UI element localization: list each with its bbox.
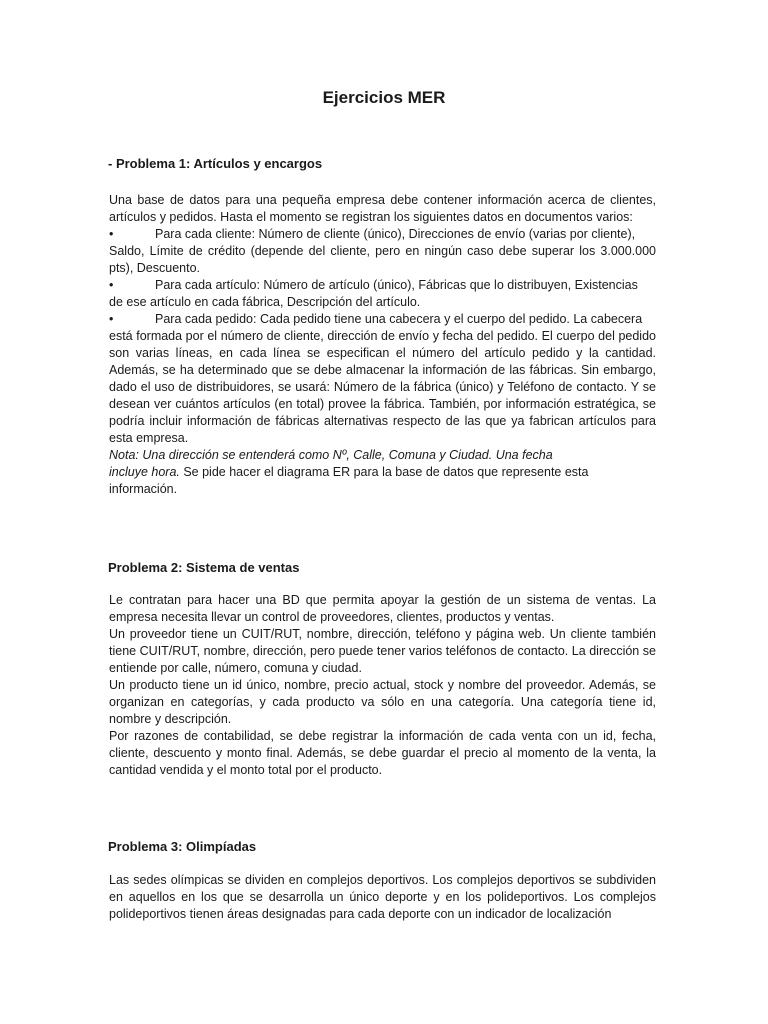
- bullet-symbol: •: [109, 278, 114, 292]
- bullet-item-cliente: [109, 226, 656, 243]
- bullet-continuation: de ese artículo en cada fábrica, Descripción del artículo.: [109, 295, 421, 309]
- note-line-2: incluye hora.: [109, 465, 180, 479]
- problem-3-paragraph: Las sedes olímpicas se dividen en complejos deportivos. Los complejos deportivos se subdividen en aquellos en los que se desarrolla un único deporte y en los polideportivos. Los complejos polideportivos tienen áreas designadas para cada deporte con un indicador de localización: [109, 873, 656, 921]
- bullet-first-line: Para cada artículo: Número de artículo (único), Fábricas que lo distribuyen, Existencias: [155, 278, 638, 292]
- document-title: Ejercicios MER: [322, 88, 446, 107]
- bullet-continuation: Saldo, Límite de crédito (depende del cliente, pero en ningún caso debe superar los 3.000.000 pts), Descuento.: [109, 244, 656, 275]
- problem-1-heading: - Problema 1: Artículos y encargos: [108, 156, 323, 171]
- problem-1-intro: Una base de datos para una pequeña empresa debe contener información acerca de clientes, artículos y pedidos. Hasta el momento se registran los siguientes datos en documentos varios:: [109, 193, 656, 224]
- problem-3-heading: Problema 3: Olimpíadas: [108, 839, 257, 854]
- problem-3-body: [109, 872, 656, 923]
- bullet-item-articulo: [109, 277, 656, 294]
- problem-1-note: [109, 447, 656, 498]
- bullet-first-line: Para cada cliente: Número de cliente (único), Direcciones de envío (varias por cliente),: [155, 227, 636, 241]
- problem-2-paragraph: Le contratan para hacer una BD que permita apoyar la gestión de un sistema de ventas. La empresa necesita llevar un control de proveedores, clientes, productos y ventas.: [109, 593, 656, 624]
- problem-2-paragraph: Por razones de contabilidad, se debe registrar la información de cada venta con un id, fecha, cliente, descuento y monto final. Además, se debe guardar el precio al momento de la venta, la cantidad vendida y el monto total por el producto.: [109, 729, 656, 777]
- bullet-item-pedido: [109, 311, 656, 328]
- bullet-symbol: •: [109, 227, 114, 241]
- bullet-symbol: •: [109, 312, 114, 326]
- bullet-continuation: está formada por el número de cliente, dirección de envío y fecha del pedido. El cuerpo del pedido son varias líneas, en cada línea se especifican el número del artículo pedido y la cantidad. Además, se ha determinado que se debe almacenar la información de las fábricas. Sin embargo, dado el uso de distribuidores, se usará: Número de la fábrica (único) y Teléfono de contacto. Y se desean ver cuántos artículos (en total) provee la fábrica. También, por información estratégica, se podría incluir información de fábricas alternativas respecto de las que ya fabrican artículos para esta empresa.: [109, 329, 656, 445]
- problem-2-heading: Problema 2: Sistema de ventas: [108, 560, 300, 575]
- problem-2-paragraph: Un producto tiene un id único, nombre, precio actual, stock y nombre del proveedor. Además, se organizan en categorías, y cada producto va sólo en una categoría. Una categoría tiene id, nombre y descripción.: [109, 678, 656, 726]
- note-line-1: Nota: Una dirección se entenderá como Nº, Calle, Comuna y Ciudad. Una fecha: [109, 448, 553, 462]
- problem-2-body: [109, 592, 656, 779]
- problem-1-body: [109, 192, 656, 498]
- bullet-first-line: Para cada pedido: Cada pedido tiene una cabecera y el cuerpo del pedido. La cabecera: [155, 312, 643, 326]
- closing-text: Se pide hacer el diagrama ER para la base de datos que represente esta información.: [109, 465, 589, 496]
- problem-2-paragraph: Un proveedor tiene un CUIT/RUT, nombre, dirección, teléfono y página web. Un cliente también tiene CUIT/RUT, nombre, dirección, pero puede tener varios teléfonos de contacto. La dirección se entiende por calle, número, comuna y ciudad.: [109, 627, 656, 675]
